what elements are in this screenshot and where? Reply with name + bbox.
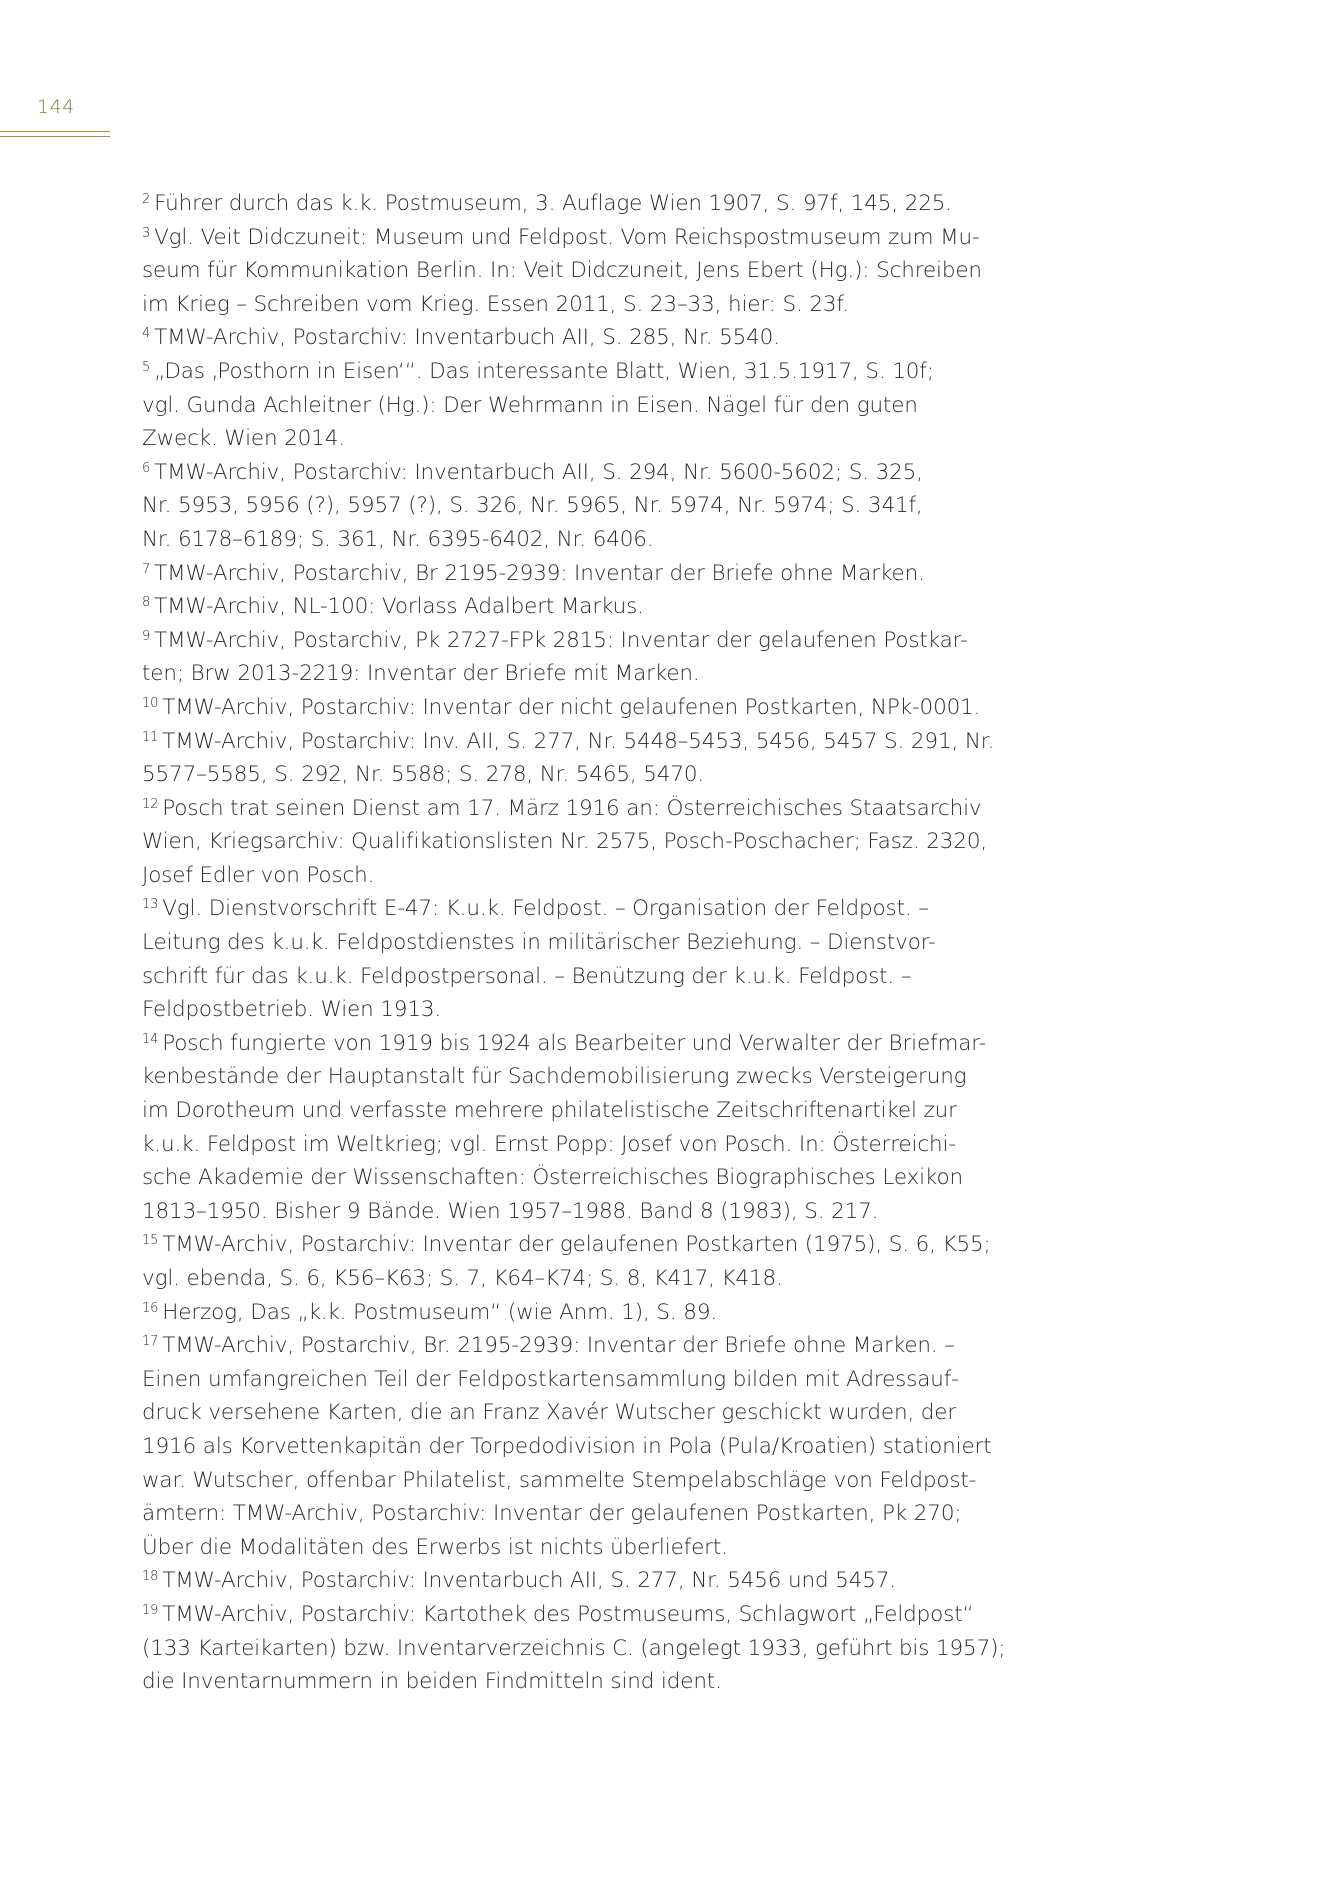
footnote-text: TMW-Archiv, Postarchiv, Pk 2727-FPk 2815: Inventar der gelaufenen Postkar- bbox=[154, 627, 968, 653]
footnote-13 bbox=[142, 892, 1042, 1026]
footnote-text: Nr. 6178–6189; S. 361, Nr. 6395-6402, Nr. 6406. bbox=[142, 526, 654, 552]
footnote-line bbox=[142, 926, 1042, 960]
footnote-line bbox=[142, 993, 1042, 1027]
footnote-text: Posch fungierte von 1919 bis 1924 als Bearbeiter und Verwalter der Briefmar- bbox=[162, 1030, 987, 1056]
footnote-text: TMW-Archiv, Postarchiv: Inventar der nicht gelaufenen Postkarten, NPk-0001. bbox=[162, 694, 981, 720]
footnote-line bbox=[142, 1329, 1042, 1363]
footnotes-section bbox=[142, 187, 1042, 1699]
footnote-number: 17 bbox=[142, 1334, 159, 1350]
footnote-line bbox=[142, 657, 1042, 691]
footnote-line bbox=[142, 624, 1042, 658]
footnote-line bbox=[142, 1094, 1042, 1128]
footnote-line bbox=[142, 1396, 1042, 1430]
page-number: 144 bbox=[37, 96, 75, 118]
footnote-number: 16 bbox=[142, 1300, 159, 1316]
footnote-text: ämtern: TMW-Archiv, Postarchiv: Inventar der gelaufenen Postkarten, Pk 270; bbox=[142, 1501, 962, 1527]
footnote-19 bbox=[142, 1598, 1042, 1699]
footnote-text: Vgl. Dienstvorschrift E-47: K.u.k. Feldpost. – Organisation der Feldpost. – bbox=[162, 896, 929, 922]
footnote-7 bbox=[142, 557, 1042, 591]
footnote-line bbox=[142, 1195, 1042, 1229]
footnote-17 bbox=[142, 1329, 1042, 1564]
footnote-text: im Dorotheum und verfasste mehrere philatelistische Zeitschriftenartikel zur bbox=[142, 1098, 957, 1124]
footnote-number: 2 bbox=[142, 192, 151, 207]
footnote-5 bbox=[142, 355, 1042, 456]
footnote-line bbox=[142, 456, 1042, 490]
footnote-4 bbox=[142, 321, 1042, 355]
footnote-9 bbox=[142, 624, 1042, 691]
footnote-line bbox=[142, 1060, 1042, 1094]
footnote-text: TMW-Archiv, Postarchiv: Inv. AII, S. 277, Nr. 5448–5453, 5456, 5457 S. 291, Nr. bbox=[162, 728, 995, 754]
footnote-line bbox=[142, 288, 1042, 322]
footnote-line bbox=[142, 1497, 1042, 1531]
footnote-text: Einen umfangreichen Teil der Feldpostkartensammlung bilden mit Adressauf- bbox=[142, 1366, 959, 1392]
footnote-number: 12 bbox=[142, 796, 159, 812]
footnote-line bbox=[142, 389, 1042, 423]
footnote-text: Josef Edler von Posch. bbox=[142, 862, 375, 888]
footnote-number: 10 bbox=[142, 695, 159, 711]
footnote-8 bbox=[142, 590, 1042, 624]
footnote-line bbox=[142, 792, 1042, 826]
footnote-number: 11 bbox=[142, 729, 159, 745]
footnote-number: 4 bbox=[142, 326, 151, 342]
footnote-text: 1813–1950. Bisher 9 Bände. Wien 1957–1988. Band 8 (1983), S. 217. bbox=[142, 1198, 879, 1224]
footnote-number: 14 bbox=[142, 1031, 159, 1047]
footnote-number: 3 bbox=[142, 225, 151, 241]
footnote-text: TMW-Archiv, Postarchiv: Inventarbuch AII, S. 277, Nr. 5456 und 5457. bbox=[162, 1568, 896, 1594]
header-rule bbox=[0, 131, 110, 137]
footnote-text: TMW-Archiv, Postarchiv: Kartothek des Postmuseums, Schlagwort „Feldpost“ bbox=[162, 1601, 974, 1627]
footnote-line bbox=[142, 1027, 1042, 1061]
footnote-line bbox=[142, 1296, 1042, 1330]
footnote-line bbox=[142, 422, 1042, 456]
footnote-text: die Inventarnummern in beiden Findmitteln sind ident. bbox=[142, 1669, 722, 1695]
footnote-text: ten; Brw 2013-2219: Inventar der Briefe mit Marken. bbox=[142, 661, 700, 687]
footnote-text: TMW-Archiv, NL-100: Vorlass Adalbert Markus. bbox=[154, 594, 644, 620]
footnote-line bbox=[142, 254, 1042, 288]
footnote-line bbox=[142, 1161, 1042, 1195]
footnote-number: 18 bbox=[142, 1569, 159, 1585]
footnote-number: 6 bbox=[142, 460, 151, 476]
footnote-10 bbox=[142, 691, 1042, 725]
footnote-line bbox=[142, 1363, 1042, 1397]
footnote-12 bbox=[142, 792, 1042, 893]
footnote-line bbox=[142, 355, 1042, 389]
footnote-text: (133 Karteikarten) bzw. Inventarverzeichnis C. (angelegt 1933, geführt bis 1957); bbox=[142, 1635, 1006, 1661]
footnote-2 bbox=[142, 187, 1042, 221]
footnote-number: 5 bbox=[142, 359, 151, 375]
footnote-text: TMW-Archiv, Postarchiv: Inventar der gelaufenen Postkarten (1975), S. 6, K55; bbox=[162, 1232, 991, 1258]
footnote-text: sche Akademie der Wissenschaften: Österreichisches Biographisches Lexikon bbox=[142, 1165, 963, 1191]
footnote-text: druck versehene Karten, die an Franz Xavér Wutscher geschickt wurden, der bbox=[142, 1400, 957, 1426]
footnote-line bbox=[142, 1632, 1042, 1666]
footnote-line bbox=[142, 1665, 1042, 1699]
footnote-15 bbox=[142, 1228, 1042, 1295]
footnote-line bbox=[142, 187, 1042, 221]
footnote-text: TMW-Archiv, Postarchiv: Inventarbuch AII, S. 285, Nr. 5540. bbox=[154, 325, 780, 351]
footnote-text: seum für Kommunikation Berlin. In: Veit Didczuneit, Jens Ebert (Hg.): Schreiben bbox=[142, 258, 982, 284]
footnote-text: „Das ‚Posthorn in Eisen‘“. Das interessante Blatt, Wien, 31.5.1917, S. 10f; bbox=[154, 358, 934, 384]
footnote-text: im Krieg – Schreiben vom Krieg. Essen 2011, S. 23–33, hier: S. 23f. bbox=[142, 291, 849, 317]
footnote-16 bbox=[142, 1296, 1042, 1330]
footnote-number: 13 bbox=[142, 897, 159, 913]
footnote-text: Posch trat seinen Dienst am 17. März 1916 an: Österreichisches Staatsarchiv bbox=[162, 795, 982, 821]
footnote-18 bbox=[142, 1564, 1042, 1598]
footnote-text: Feldpostbetrieb. Wien 1913. bbox=[142, 997, 442, 1023]
footnote-text: TMW-Archiv, Postarchiv, Br. 2195-2939: Inventar der Briefe ohne Marken. – bbox=[162, 1333, 955, 1359]
footnote-number: 9 bbox=[142, 628, 151, 644]
footnote-text: Nr. 5953, 5956 (?), 5957 (?), S. 326, Nr. 5965, Nr. 5974, Nr. 5974; S. 341f, bbox=[142, 493, 923, 519]
footnote-line bbox=[142, 859, 1042, 893]
footnote-14 bbox=[142, 1027, 1042, 1229]
footnote-text: TMW-Archiv, Postarchiv: Inventarbuch AII, S. 294, Nr. 5600-5602; S. 325, bbox=[154, 459, 923, 485]
footnote-line bbox=[142, 1464, 1042, 1498]
footnote-text: Führer durch das k.k. Postmuseum, 3. Auflage Wien 1907, S. 97f, 145, 225. bbox=[154, 191, 952, 216]
footnote-line bbox=[142, 489, 1042, 523]
footnote-line bbox=[142, 725, 1042, 759]
footnote-line bbox=[142, 758, 1042, 792]
footnote-line bbox=[142, 892, 1042, 926]
footnote-line bbox=[142, 1228, 1042, 1262]
footnote-text: vgl. Gunda Achleitner (Hg.): Der Wehrmann in Eisen. Nägel für den guten bbox=[142, 392, 918, 418]
footnote-text: 5577–5585, S. 292, Nr. 5588; S. 278, Nr. 5465, 5470. bbox=[142, 762, 705, 788]
footnote-text: Leitung des k.u.k. Feldpostdienstes in militärischer Beziehung. – Dienstvor- bbox=[142, 930, 936, 956]
footnote-line bbox=[142, 691, 1042, 725]
footnote-text: TMW-Archiv, Postarchiv, Br 2195-2939: Inventar der Briefe ohne Marken. bbox=[154, 560, 925, 586]
footnote-line bbox=[142, 321, 1042, 355]
footnote-line bbox=[142, 523, 1042, 557]
footnote-line bbox=[142, 1128, 1042, 1162]
footnote-text: k.u.k. Feldpost im Weltkrieg; vgl. Ernst Popp: Josef von Posch. In: Österreichi- bbox=[142, 1131, 956, 1157]
footnote-line bbox=[142, 1598, 1042, 1632]
footnote-text: Wien, Kriegsarchiv: Qualifikationslisten Nr. 2575, Posch-Poschacher; Fasz. 2320, bbox=[142, 829, 988, 855]
footnote-text: schrift für das k.u.k. Feldpostpersonal. – Benützung der k.u.k. Feldpost. – bbox=[142, 963, 912, 989]
footnote-line bbox=[142, 557, 1042, 591]
footnote-line bbox=[142, 1430, 1042, 1464]
footnote-text: kenbestände der Hauptanstalt für Sachdemobilisierung zwecks Versteigerung bbox=[142, 1064, 967, 1090]
footnote-line bbox=[142, 960, 1042, 994]
footnote-line bbox=[142, 1564, 1042, 1598]
footnote-text: Zweck. Wien 2014. bbox=[142, 426, 345, 452]
footnote-3 bbox=[142, 221, 1042, 322]
footnote-text: Über die Modalitäten des Erwerbs ist nichts überliefert. bbox=[142, 1534, 728, 1560]
footnote-text: vgl. ebenda, S. 6, K56–K63; S. 7, K64–K74; S. 8, K417, K418. bbox=[142, 1266, 783, 1291]
footnote-line bbox=[142, 221, 1042, 255]
footnote-line bbox=[142, 1531, 1042, 1565]
footnote-6 bbox=[142, 456, 1042, 557]
footnote-line bbox=[142, 1262, 1042, 1296]
footnote-number: 19 bbox=[142, 1602, 159, 1618]
footnote-line bbox=[142, 825, 1042, 859]
footnote-text: Vgl. Veit Didczuneit: Museum und Feldpost. Vom Reichspostmuseum zum Mu- bbox=[154, 224, 980, 250]
footnote-number: 7 bbox=[142, 561, 151, 577]
footnote-line bbox=[142, 590, 1042, 624]
footnote-number: 15 bbox=[142, 1233, 159, 1249]
footnote-number: 8 bbox=[142, 595, 151, 611]
footnote-11 bbox=[142, 725, 1042, 792]
footnote-text: Herzog, Das „k.k. Postmuseum“ (wie Anm. 1), S. 89. bbox=[162, 1299, 718, 1325]
footnote-text: 1916 als Korvettenkapitän der Torpedodivision in Pola (Pula/Kroatien) stationiert bbox=[142, 1433, 992, 1459]
footnote-text: war. Wutscher, offenbar Philatelist, sammelte Stempelabschläge von Feldpost- bbox=[142, 1467, 977, 1493]
